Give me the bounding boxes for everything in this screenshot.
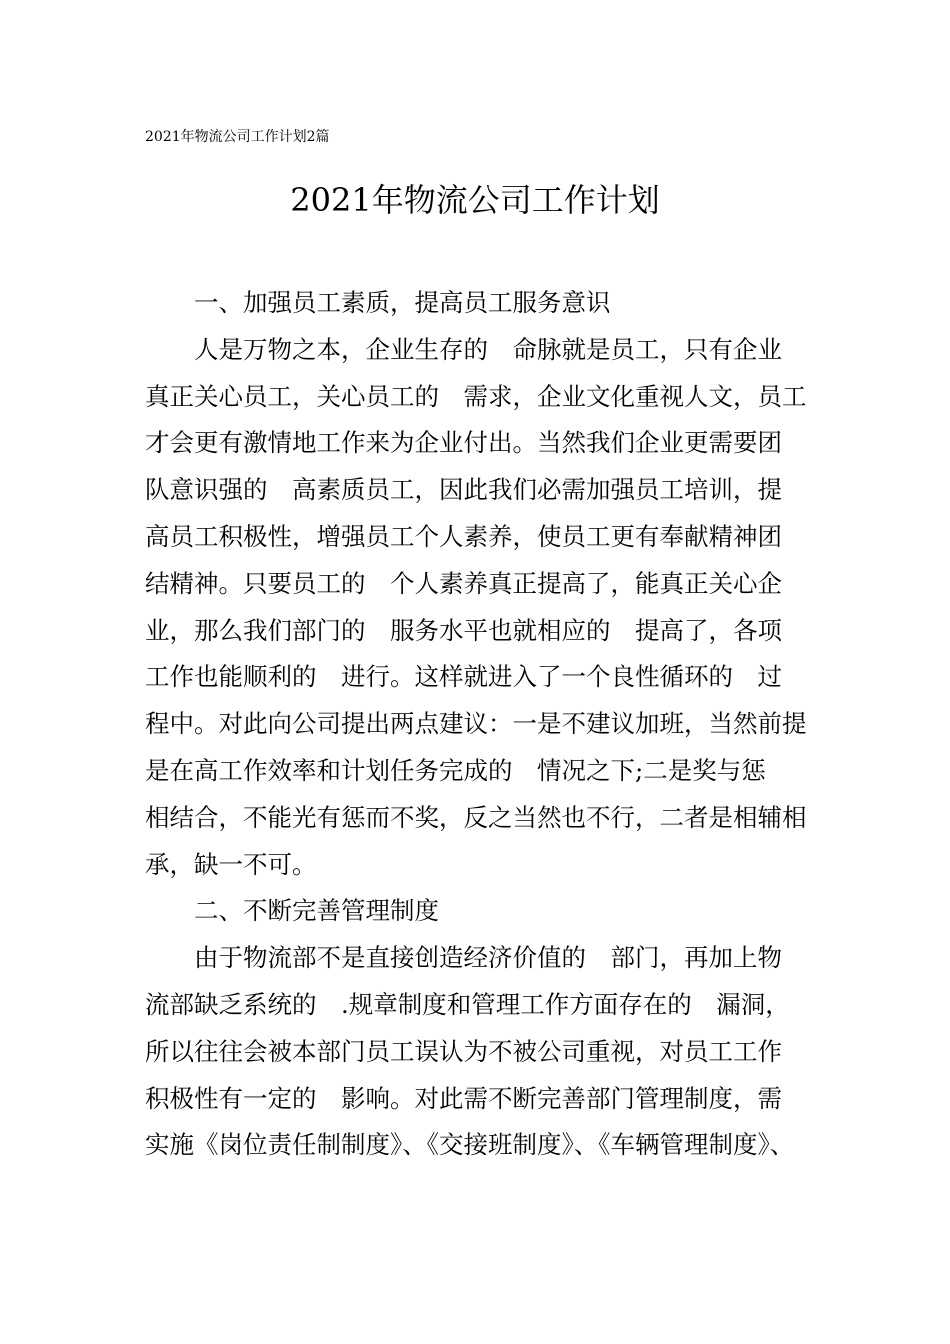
document-body — [145, 280, 810, 1169]
paragraph-line: 积极性有一定的 影响。对此需不断完善部门管理制度，需 — [145, 1083, 782, 1113]
paragraph-line: 真正关心员工，关心员工的 需求，企业文化重视人文，员工 — [145, 381, 807, 411]
section-heading: 一、加强员工素质，提高员工服务意识 — [194, 288, 611, 317]
paragraph-line: 实施《岗位责任制制度》、《交接班制度》、《车辆管理制度》、 — [145, 1130, 795, 1160]
paragraph-line: 流部缺乏系统的 .规章制度和管理工作方面存在的 漏洞， — [145, 989, 790, 1019]
paragraph-line: 相结合，不能光有惩而不奖，反之当然也不行，二者是相辅相 — [145, 802, 807, 832]
paragraph-line: 是在高工作效率和计划任务完成的 情况之下;二是奖与惩 — [145, 755, 766, 785]
paragraph-line: 承，缺一不可。 — [145, 849, 317, 879]
paragraph-line: 由于物流部不是直接创造经济价值的 部门，再加上物 — [194, 943, 782, 973]
paragraph-line: 人是万物之本，企业生存的 命脉就是员工，只有企业 — [194, 334, 782, 364]
document-header: 2021年物流公司工作计划2篇 — [145, 129, 330, 145]
paragraph-line: 所以往往会被本部门员工误认为不被公司重视，对员工工作 — [145, 1036, 782, 1066]
paragraph-line: 队意识强的 高素质员工，因此我们必需加强员工培训，提 — [145, 475, 782, 505]
paragraph-line: 业，那么我们部门的 服务水平也就相应的 提高了，各项 — [145, 615, 782, 645]
paragraph-line: 结精神。只要员工的 个人素养真正提高了，能真正关心企 — [145, 568, 782, 598]
section-heading: 二、不断完善管理制度 — [194, 896, 439, 926]
paragraph-line: 才会更有激情地工作来为企业付出。当然我们企业更需要团 — [145, 428, 782, 458]
paragraph-line: 高员工积极性，增强员工个人素养，使员工更有奉献精神团 — [145, 521, 782, 551]
paragraph-line: 工作也能顺利的 进行。这样就进入了一个良性循环的 过 — [145, 662, 782, 692]
paragraph-line: 程中。对此向公司提出两点建议：一是不建议加班，当然前提 — [145, 709, 807, 739]
document-title: 2021年物流公司工作计划 — [290, 181, 660, 219]
